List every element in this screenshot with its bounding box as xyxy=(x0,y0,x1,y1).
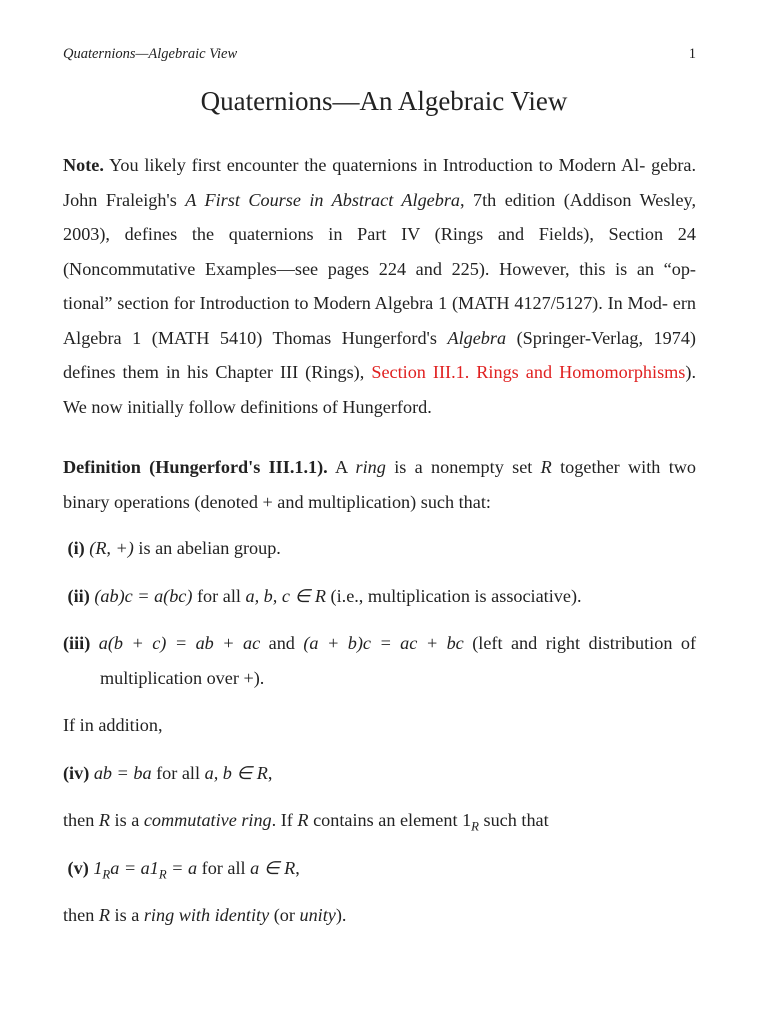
axiom-ii xyxy=(63,579,696,614)
math-symbol: R xyxy=(98,905,110,925)
axiom-i xyxy=(63,531,696,566)
axiom-text: for all xyxy=(192,585,246,606)
math-symbol: R xyxy=(540,457,552,477)
sentence-text: is a xyxy=(110,810,144,830)
axiom-label: (ii) xyxy=(67,585,90,606)
definition-text: is a nonempty set xyxy=(385,457,541,477)
note-paragraph xyxy=(63,148,696,424)
axiom-text: for all xyxy=(151,762,205,783)
running-title: Quaternions—Algebraic View xyxy=(63,46,238,62)
note-text: ern Algebra 1 (MATH 5410) Thomas Hungerford's xyxy=(63,293,696,348)
axiom-text: (left and right distribution of multiplication over +). xyxy=(100,633,697,688)
note-text: gebra. John Fraleigh's xyxy=(63,155,697,210)
note-text: , 7th edition (Addison xyxy=(460,189,632,210)
math-expression: a, b ∈ R xyxy=(204,762,268,783)
sentence-text: ). xyxy=(335,905,347,925)
math-subscript: R xyxy=(158,867,167,882)
math-expression xyxy=(93,857,198,882)
axiom-text: for all xyxy=(197,857,251,878)
sentence-text: then xyxy=(63,905,99,925)
definition-paragraph xyxy=(63,450,696,519)
sentence-text: such that xyxy=(478,810,549,830)
note-text: You likely first encounter the quaternions in Introduction to Modern Al- xyxy=(109,155,646,175)
axiom-label: (iii) xyxy=(63,633,91,653)
axiom-label: (iv) xyxy=(63,762,90,783)
axiom-iii xyxy=(63,626,696,695)
math-expression: a ∈ R xyxy=(250,857,296,878)
page-title: Quaternions—An Algebraic View xyxy=(200,86,568,116)
note-label: Note. xyxy=(63,155,104,175)
note-text: defines them in his Chapter III (Rings), xyxy=(63,362,372,382)
book-title-fraleigh: A First Course in Abstract Algebra xyxy=(185,189,461,210)
math-symbol: R xyxy=(98,810,110,830)
axiom-label: (v) xyxy=(67,857,89,878)
axiom-text: is an abelian group. xyxy=(133,538,281,558)
sentence-text: . If xyxy=(271,810,298,830)
note-text: (Noncommutative Examples—see pages 224 and 225). However, this is an “op- xyxy=(63,258,696,279)
page-number: 1 xyxy=(688,46,696,62)
math-expression: (a + b)c = ac + bc xyxy=(303,633,464,653)
ring-with-identity-sentence xyxy=(63,898,696,933)
term-ring: ring xyxy=(355,457,386,477)
definition-label: Definition (Hungerford's III.1.1). xyxy=(63,457,328,477)
math-expression: a, b, c ∈ R xyxy=(245,585,326,606)
axiom-text: and xyxy=(260,633,304,653)
if-in-addition: If in addition, xyxy=(63,715,163,735)
definition-text: A xyxy=(327,457,356,477)
axiom-text: (i.e., multiplication is associative). xyxy=(325,585,582,606)
term-commutative-ring: commutative ring xyxy=(143,810,272,830)
math-expression: ab = ba xyxy=(93,762,152,783)
running-header xyxy=(63,46,696,63)
commutative-ring-sentence xyxy=(63,803,696,838)
note-text: tional” section for Introduction to Modern Algebra 1 (MATH 4127/5127). In Mod- xyxy=(63,293,668,313)
math-subscript: R xyxy=(102,867,111,882)
section-link[interactable]: Section III.1. Rings and Homomorphisms xyxy=(371,362,686,382)
math-symbol: R xyxy=(297,810,309,830)
book-title-hungerford: Algebra xyxy=(447,327,507,348)
axiom-iv xyxy=(63,756,696,791)
note-text: ). xyxy=(685,362,696,382)
math-expression: a(b + c) = ab + ac xyxy=(98,633,261,653)
sentence-text: (or xyxy=(269,905,300,925)
axiom-v xyxy=(63,851,696,886)
math-subscript: R xyxy=(471,819,479,834)
math-expression: (R, +) xyxy=(89,538,134,558)
note-text: (Springer-Verlag, 1974) xyxy=(506,327,696,348)
document-body xyxy=(63,148,696,946)
note-text: Wesley, 2003), defines the quaternions in Part IV (Rings and Fields), Section 24 xyxy=(63,189,697,244)
note-text: We now initially follow definitions of Hungerford. xyxy=(63,396,432,417)
math-part: 1 xyxy=(93,857,103,878)
definition-text: two binary operations (denoted + and multiplication) such that: xyxy=(63,457,697,512)
axiom-label: (i) xyxy=(67,538,85,558)
sentence-text: contains an element 1 xyxy=(308,810,472,830)
term-ring-with-identity: ring with identity xyxy=(143,905,270,925)
axiom-text: , xyxy=(295,857,300,878)
math-part: a = a1 xyxy=(110,857,159,878)
math-part: = a xyxy=(166,857,198,878)
definition-text: together with xyxy=(551,457,661,477)
term-unity: unity xyxy=(299,905,336,925)
axiom-text: , xyxy=(267,762,273,783)
sentence-text: then xyxy=(63,810,99,830)
sentence-text: is a xyxy=(110,905,144,925)
math-expression: (ab)c = a(bc) xyxy=(94,585,193,606)
